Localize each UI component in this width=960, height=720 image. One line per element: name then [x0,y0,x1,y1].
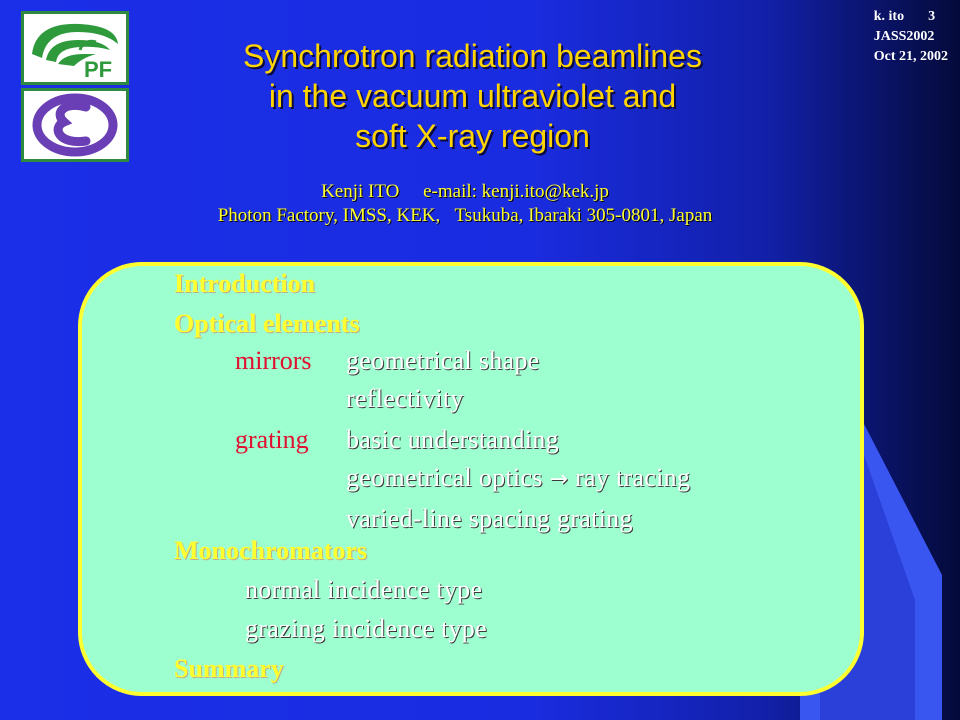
title-line-3: soft X-ray region [355,118,590,154]
page-number: 3 [928,9,936,24]
grating-item-basic-understanding: basic understanding [346,425,559,454]
pf-logo-text: PF [84,57,113,82]
right-arrow-icon: → [549,467,569,492]
outline-optical-elements: Optical elements [174,309,360,338]
kek-emblem-icon [24,91,126,159]
grating-item-varied-line: varied-line spacing grating [346,504,633,533]
slide-title [140,36,805,156]
monochromator-normal-incidence: normal incidence type [245,575,483,604]
pf-emblem-icon [24,14,126,82]
author-name-email: Kenji ITO e-mail: kenji.ito@kek.jp [321,181,609,202]
author-info [140,180,790,228]
grating-geometrical-optics-text: geometrical optics [346,463,543,492]
grating-item-geometrical-optics [346,462,690,496]
meta-event: JASS2002 [873,29,935,44]
monochromator-grazing-incidence: grazing incidence type [245,614,487,643]
outline-monochromators: Monochromators [174,536,368,565]
slide-meta [874,7,948,67]
title-line-2: in the vacuum ultraviolet and [268,78,677,114]
outline-introduction: Introduction [174,269,316,298]
grating-ray-tracing-text: ray tracing [575,463,691,492]
term-grating: grating [235,425,309,454]
author-affiliation: Photon Factory, IMSS, KEK, Tsukuba, Ibaraki 305-0801, Japan [217,205,713,226]
meta-author: k. ito [873,9,905,24]
kek-logo [21,88,129,162]
outline-summary: Summary [174,654,284,683]
pf-logo [21,11,129,85]
meta-date: Oct 21, 2002 [873,49,948,64]
term-mirrors: mirrors [235,346,312,375]
mirrors-item-geometrical-shape: geometrical shape [346,346,540,375]
title-line-1: Synchrotron radiation beamlines [243,38,702,74]
mirrors-item-reflectivity: reflectivity [346,384,464,413]
